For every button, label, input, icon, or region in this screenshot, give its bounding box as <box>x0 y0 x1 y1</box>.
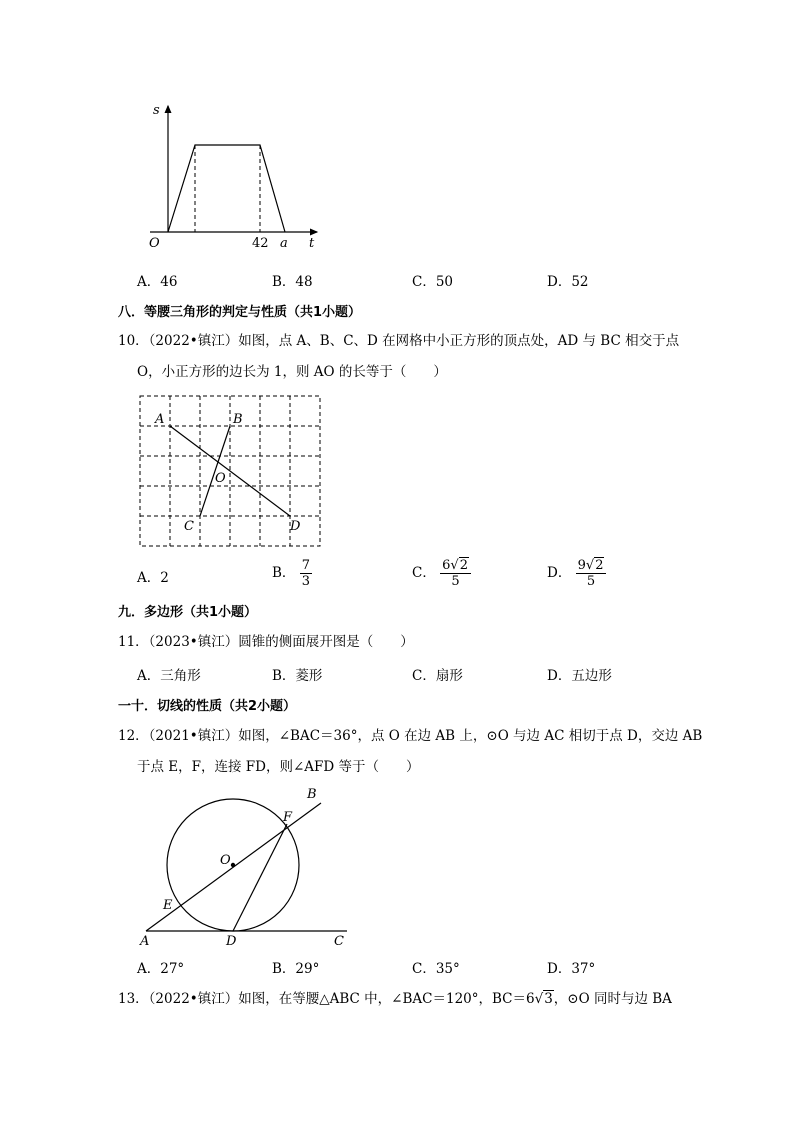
q13-text-prefix: 13．（2022•镇江）如图，在等腰△ABC 中，∠BAC＝120°，BC＝6 <box>118 991 535 1007</box>
q9-option-a: A．46 <box>137 274 178 290</box>
center-point-o <box>231 863 235 867</box>
label-a: A <box>140 934 150 948</box>
label-b: B <box>233 412 243 427</box>
q10-option-b-prefix: B． <box>272 565 296 581</box>
q9-option-c: C．50 <box>412 274 454 290</box>
fraction-numerator <box>576 558 607 574</box>
q13-text-suffix: ，⊙O 同时与边 BA <box>553 991 672 1007</box>
label-b: B <box>307 787 317 802</box>
x-axis-label: t <box>309 236 315 251</box>
sqrt-symbol: √ <box>585 558 595 573</box>
q10-text-line2: O，小正方形的边长为 1，则 AO 的长等于（ ） <box>137 364 447 380</box>
q10-option-b <box>272 558 312 589</box>
q10-option-d <box>547 558 606 589</box>
sqrt-symbol: √ <box>450 558 459 573</box>
radicand: 3 <box>544 991 553 1007</box>
q11-text: 11．（2023•镇江）圆锥的侧面展开图是（ ） <box>118 634 414 650</box>
label-d: D <box>226 934 237 948</box>
q12-text-line1: 12．（2021•镇江）如图，∠BAC＝36°，点 O 在边 AB 上，⊙O 与边 AC 相切于点 D，交边 AB <box>118 728 703 744</box>
coefficient: 9 <box>577 558 586 573</box>
q13-text <box>118 989 672 1009</box>
label-f: F <box>283 810 293 825</box>
sqrt-symbol: √ <box>534 991 544 1007</box>
fraction-numerator: 7 <box>301 558 310 573</box>
q12-option-c: C．35° <box>412 961 460 977</box>
s-t-graph-line <box>168 145 285 232</box>
q10-option-d-prefix: D． <box>547 565 572 581</box>
tick-42-label: 42 <box>252 236 269 251</box>
q12-option-a: A．27° <box>137 961 185 977</box>
fraction-denominator: 5 <box>586 574 596 589</box>
q10-option-c-prefix: C． <box>412 565 436 581</box>
segment-fd <box>233 824 287 931</box>
q12-option-b: B．29° <box>272 961 320 977</box>
q12-option-d: D．37° <box>547 961 596 977</box>
coefficient: 6 <box>442 558 451 573</box>
q10-option-a: A．2 <box>137 570 169 586</box>
label-o: O <box>220 853 231 868</box>
q10-text-line1: 10．（2022•镇江）如图，点 A、B、C、D 在网格中小正方形的顶点处，AD 与 BC 相交于点 <box>118 333 680 349</box>
q11-option-b: B．菱形 <box>272 668 323 684</box>
q9-option-b: B．48 <box>272 274 313 290</box>
label-d: D <box>290 519 301 534</box>
origin-label: O <box>149 236 160 251</box>
q10-option-c <box>412 558 471 589</box>
q12-text-line2: 于点 E，F，连接 FD，则∠AFD 等于（ ） <box>137 759 420 775</box>
q11-option-d: D．五边形 <box>547 668 612 684</box>
section-8-heading: 八．等腰三角形的判定与性质（共1小题） <box>118 305 362 320</box>
fraction-denominator: 5 <box>451 574 460 589</box>
label-c: C <box>334 934 344 948</box>
q9-graph <box>145 100 325 255</box>
label-o: O <box>215 471 226 486</box>
fraction-7-3 <box>300 558 312 589</box>
label-e: E <box>163 898 173 913</box>
q9-option-d: D．52 <box>547 274 589 290</box>
radicand: 2 <box>459 558 468 573</box>
y-axis-label: s <box>153 103 160 118</box>
radicand: 2 <box>595 558 604 573</box>
q10-grid-figure <box>135 392 327 552</box>
q11-option-a: A．三角形 <box>137 668 201 684</box>
fraction-denominator: 3 <box>301 574 310 589</box>
section-9-heading: 九．多边形（共1小题） <box>118 605 258 620</box>
fraction-6sqrt2-5 <box>440 558 471 589</box>
section-10-heading: 一十．切线的性质（共2小题） <box>118 699 297 714</box>
q11-option-c: C．扇形 <box>412 668 463 684</box>
q12-circle-figure <box>135 783 360 948</box>
label-c: C <box>184 519 194 534</box>
tick-a-label: a <box>280 236 288 251</box>
fraction-numerator <box>440 558 471 574</box>
label-a: A <box>155 412 165 427</box>
fraction-9sqrt2-5 <box>576 558 607 589</box>
